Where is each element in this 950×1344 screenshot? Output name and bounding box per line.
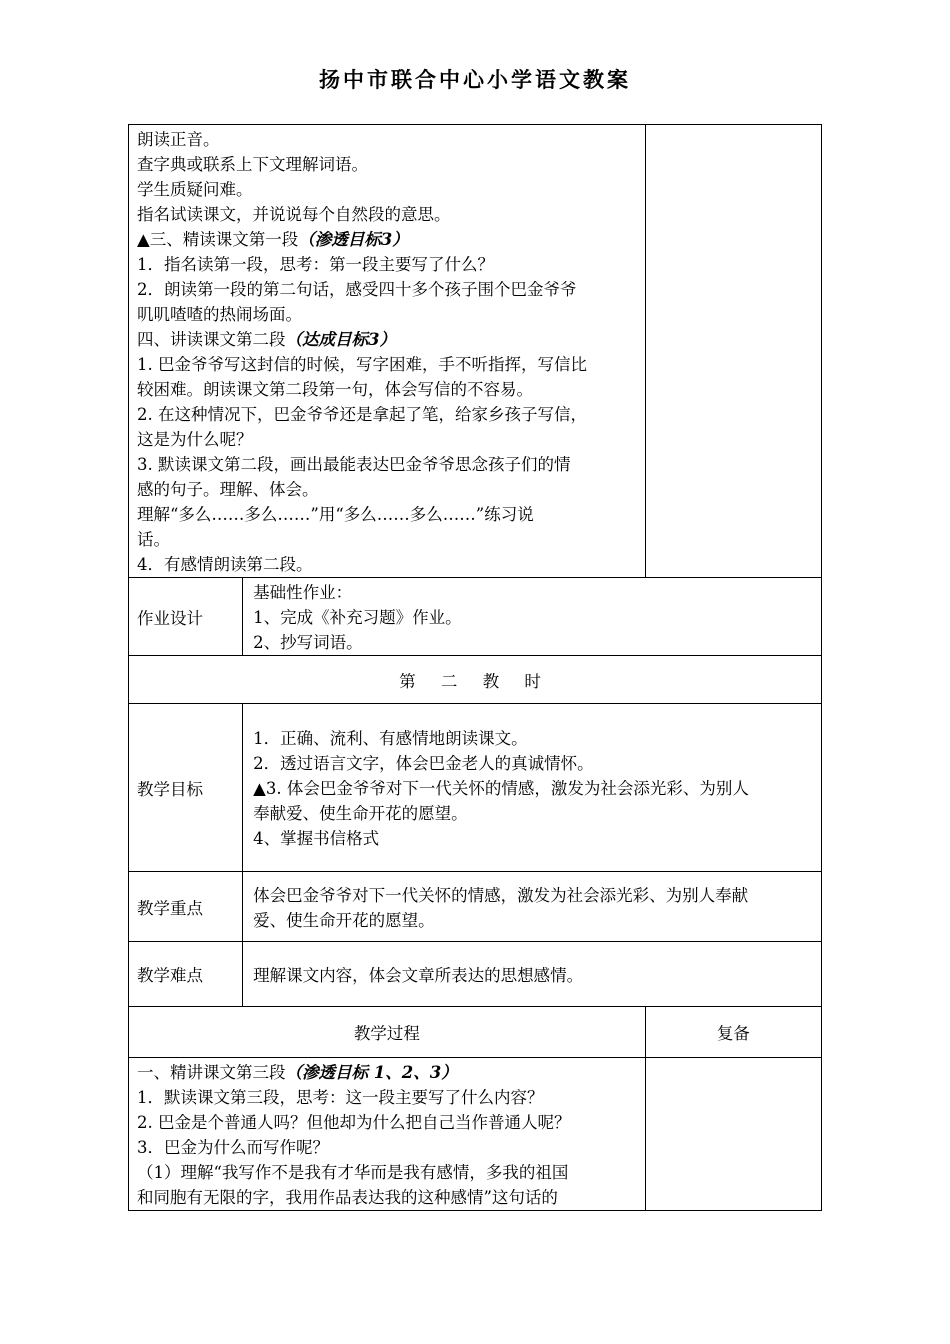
text-line: 理解课文内容，体会文章所表达的思想感情。 bbox=[253, 965, 584, 985]
row-homework bbox=[129, 578, 822, 656]
text-line: 1．指名读第一段，思考：第一段主要写了什么？ bbox=[137, 255, 494, 274]
text-line: 1．正确、流利、有感情地朗读课文。 bbox=[253, 729, 528, 748]
review-header: 复备 bbox=[645, 1007, 821, 1058]
homework-label: 作业设计 bbox=[129, 578, 243, 656]
text-line: 朗读正音。 bbox=[137, 130, 220, 149]
step1-target: （渗透目标 1、2、3） bbox=[285, 1063, 458, 1082]
text-line: 爱、使生命开花的愿望。 bbox=[253, 910, 435, 930]
text-line: 3．巴金为什么而写作呢？ bbox=[137, 1138, 329, 1157]
text-line: 叽叽喳喳的热闹场面。 bbox=[137, 305, 302, 324]
page-header: 扬中市联合中心小学语文教案 bbox=[319, 67, 631, 92]
text-line: 1．默读课文第三段，思考：这一段主要写了什么内容？ bbox=[137, 1088, 544, 1107]
text-line: （1）理解“我写作不是我有才华而是我有感情，多我的祖国 bbox=[137, 1163, 569, 1182]
text-line: 感的句子。理解、体会。 bbox=[137, 480, 319, 499]
text-line: 基础性作业： bbox=[253, 583, 353, 602]
lesson2-title-text: 第 二 教 时 bbox=[399, 671, 551, 691]
goals-content bbox=[243, 704, 822, 872]
row-lesson2-title bbox=[129, 656, 822, 704]
lesson1-content-cell bbox=[129, 125, 646, 578]
step4-heading bbox=[137, 327, 639, 352]
homework-content bbox=[243, 578, 822, 656]
review-notes-cell bbox=[645, 125, 821, 578]
row-lesson2-content bbox=[129, 1058, 822, 1211]
text-line: 4、掌握书信格式 bbox=[253, 829, 380, 848]
step3-title: ▲三、精读课文第一段 bbox=[137, 230, 299, 249]
row-goals bbox=[129, 704, 822, 872]
text-line: 较困难。朗读课文第二段第一句，体会写信的不容易。 bbox=[137, 380, 533, 399]
text-line: 4．有感情朗读第二段。 bbox=[137, 555, 313, 574]
process-header: 教学过程 bbox=[129, 1007, 646, 1058]
text-line: 2．透过语言文字，体会巴金老人的真诚情怀。 bbox=[253, 754, 594, 773]
row-process-header bbox=[129, 1007, 822, 1058]
text-line: ▲3. 体会巴金爷爷对下一代关怀的情感，激发为社会添光彩、为别人 bbox=[253, 779, 749, 798]
text-line: 指名试读课文，并说说每个自然段的意思。 bbox=[137, 205, 451, 224]
lesson2-content-cell bbox=[129, 1058, 646, 1211]
step1-heading bbox=[137, 1060, 639, 1085]
text-line: 和同胞有无限的字，我用作品表达我的这种感情”这句话的 bbox=[137, 1188, 558, 1207]
text-line: 1. 巴金爷爷写这封信的时候，写字困难，手不听指挥，写信比 bbox=[137, 355, 587, 374]
text-line: 1、完成《补充习题》作业。 bbox=[253, 608, 462, 627]
text-line: 2. 巴金是个普通人吗？但他却为什么把自己当作普通人呢？ bbox=[137, 1113, 571, 1132]
step3-target: （渗透目标3） bbox=[298, 230, 409, 249]
review-notes-cell-2 bbox=[645, 1058, 821, 1211]
difficulty-label: 教学难点 bbox=[129, 942, 243, 1007]
step3-heading bbox=[137, 227, 639, 252]
key-points-content bbox=[243, 872, 822, 942]
difficulty-content bbox=[243, 942, 822, 1007]
step4-title: 四、讲读课文第二段 bbox=[137, 330, 286, 349]
key-points-label: 教学重点 bbox=[129, 872, 243, 942]
text-line: 学生质疑问难。 bbox=[137, 180, 253, 199]
lesson-plan-table bbox=[128, 124, 822, 1211]
text-line: 这是为什么呢？ bbox=[137, 430, 253, 449]
text-line: 体会巴金爷爷对下一代关怀的情感，激发为社会添光彩、为别人奉献 bbox=[253, 885, 749, 905]
goals-label: 教学目标 bbox=[129, 704, 243, 872]
text-line: 理解“多么……多么……”用“多么……多么……”练习说 bbox=[137, 505, 534, 524]
text-line: 话。 bbox=[137, 530, 170, 549]
lesson2-title bbox=[129, 656, 822, 704]
text-line: 奉献爱、使生命开花的愿望。 bbox=[253, 804, 468, 823]
step4-target: （达成目标3） bbox=[285, 330, 396, 349]
step1-title: 一、精讲课文第三段 bbox=[137, 1063, 286, 1082]
text-line: 2．朗读第一段的第二句话，感受四十多个孩子围个巴金爷爷 bbox=[137, 280, 577, 299]
row-difficulty bbox=[129, 942, 822, 1007]
text-line: 2、抄写词语。 bbox=[253, 633, 363, 652]
row-key-points bbox=[129, 872, 822, 942]
text-line: 查字典或联系上下文理解词语。 bbox=[137, 155, 368, 174]
row-lesson1-content bbox=[129, 125, 822, 578]
text-line: 3. 默读课文第二段，画出最能表达巴金爷爷思念孩子们的情 bbox=[137, 455, 571, 474]
text-line: 2. 在这种情况下，巴金爷爷还是拿起了笔，给家乡孩子写信， bbox=[137, 405, 587, 424]
